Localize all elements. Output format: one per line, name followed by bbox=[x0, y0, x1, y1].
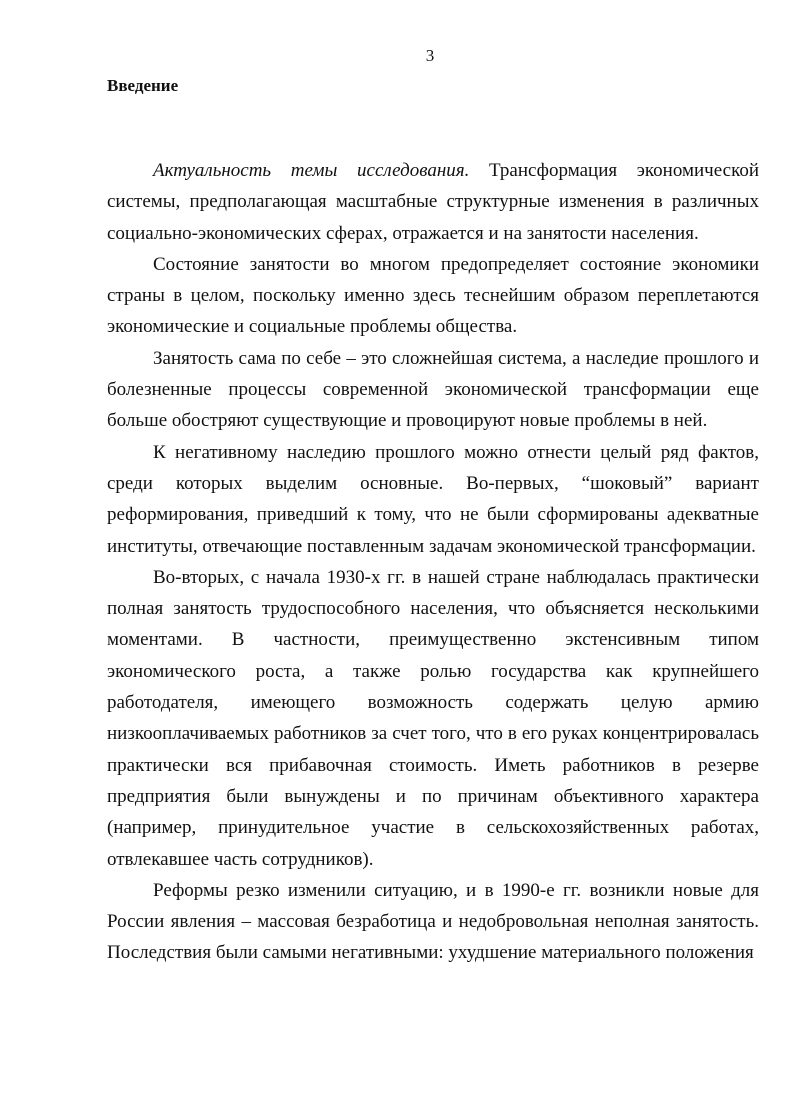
paragraph: Состояние занятости во многом предопределяет состояние экономики страны в целом, поскольку именно здесь теснейшим образом переплетаются экономические и социальные проблемы общества. bbox=[107, 253, 759, 338]
paragraph: Во-вторых, с начала 1930-х гг. в нашей стране наблюдалась практически полная занятость трудоспособного населения, что объясняется несколькими моментами. В частности, преимущественно экстенсивным типом экономического роста, а также ролью государства как крупнейшего работодателя, имеющего возможность содержать целую армию низкооплачиваемых работников за счет того, что в его руках концентрировалась практически вся прибавочная стоимость. Иметь работников в резерве предприятия были вынуждены и по причинам объективного характера (например, принудительное участие в сельскохозяйственных работах, отвлекавшее часть сотрудников). bbox=[107, 566, 759, 870]
body-text bbox=[107, 155, 759, 969]
section-heading: Введение bbox=[107, 76, 179, 95]
paragraph-lead: Актуальность темы исследования. bbox=[153, 160, 470, 181]
paragraph: Занятость сама по себе – это сложнейшая система, а наследие прошлого и болезненные процессы современной экономической трансформации еще больше обостряют существующие и провоцируют новые проблемы в ней. bbox=[107, 347, 759, 432]
paragraph-relevance bbox=[107, 155, 759, 249]
paragraph: К негативному наследию прошлого можно отнести целый ряд фактов, среди которых выделим основные. Во-первых, “шоковый” вариант реформирования, приведший к тому, что не были сформированы адекватные институты, отвечающие поставленным задачам экономической трансформации. bbox=[107, 441, 759, 557]
paragraph-text: Трансформация экономической системы, предполагающая масштабные структурные изменения в различных социально-экономических сферах, отражается и на занятости населения. bbox=[107, 160, 760, 244]
paragraph: Реформы резко изменили ситуацию, и в 1990-е гг. возникли новые для России явления – массовая безработица и недобровольная неполная занятость. Последствия были самыми негативными: ухудшение материального положения bbox=[107, 879, 759, 964]
page-number: 3 bbox=[425, 46, 435, 65]
